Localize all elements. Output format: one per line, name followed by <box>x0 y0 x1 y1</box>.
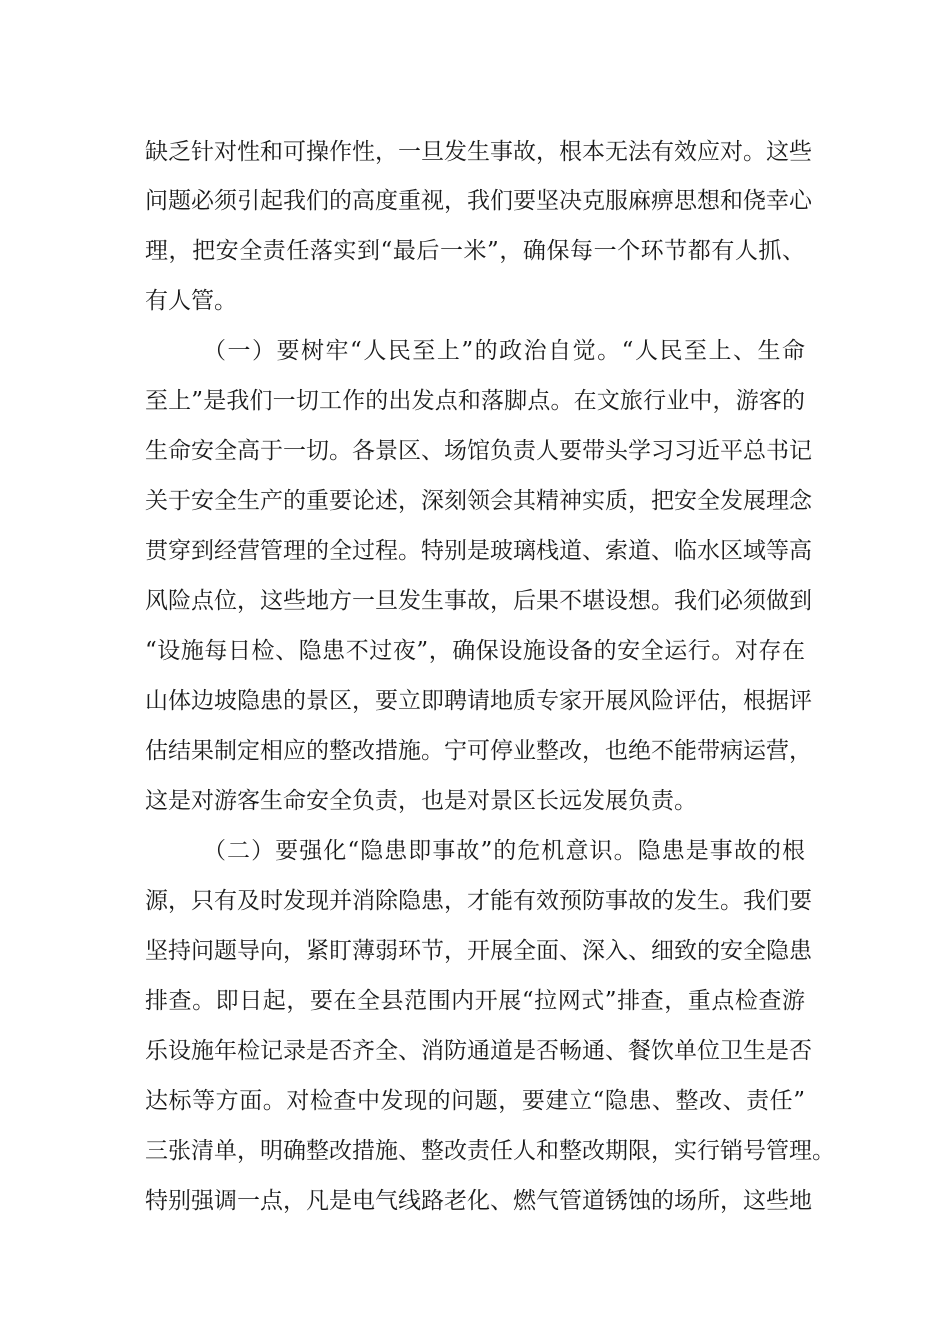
line-text: 三张清单，明确整改措施、整改责任人和整改期限，实行销号管理。 <box>145 1138 835 1164</box>
paragraph-start-line <box>0 336 950 386</box>
text-line <box>0 586 950 636</box>
line-text: 贯穿到经营管理的全过程。特别是玻璃栈道、索道、临水区域等高 <box>145 538 812 564</box>
text-line <box>0 186 950 236</box>
line-text: 乐设施年检记录是否齐全、消防通道是否畅通、餐饮单位卫生是否 <box>145 1038 812 1064</box>
paragraph-start-line <box>0 836 950 886</box>
text-line <box>0 786 950 836</box>
text-line <box>0 486 950 536</box>
text-line <box>0 1136 950 1186</box>
text-line <box>0 736 950 786</box>
text-line <box>0 886 950 936</box>
text-line <box>0 986 950 1036</box>
line-text: 问题必须引起我们的高度重视，我们要坚决克服麻痹思想和侥幸心 <box>145 188 812 214</box>
line-text: 这是对游客生命安全负责，也是对景区长远发展负责。 <box>145 788 697 814</box>
text-line <box>0 386 950 436</box>
text-line <box>0 1086 950 1136</box>
line-text: 达标等方面。对检查中发现的问题，要建立“隐患、整改、责任” <box>145 1088 805 1114</box>
line-text: （一）要树牢“人民至上”的政治自觉。“人民至上、生命 <box>203 338 805 364</box>
line-text: 至上”是我们一切工作的出发点和落脚点。在文旅行业中，游客的 <box>145 388 805 414</box>
text-line <box>0 636 950 686</box>
line-text: 山体边坡隐患的景区，要立即聘请地质专家开展风险评估，根据评 <box>145 688 812 714</box>
line-text: 坚持问题导向，紧盯薄弱环节，开展全面、深入、细致的安全隐患 <box>145 938 812 964</box>
line-text: 理，把安全责任落实到“最后一米”，确保每一个环节都有人抓、 <box>145 238 805 264</box>
text-line <box>0 936 950 986</box>
text-line <box>0 286 950 336</box>
line-text: 风险点位，这些地方一旦发生事故，后果不堪设想。我们必须做到 <box>145 588 812 614</box>
text-line <box>0 137 950 187</box>
line-text: 排查。即日起，要在全县范围内开展“拉网式”排查，重点检查游 <box>145 988 805 1014</box>
text-line <box>0 1186 950 1236</box>
line-text: 生命安全高于一切。各景区、场馆负责人要带头学习习近平总书记 <box>145 438 812 464</box>
line-text: 特别强调一点，凡是电气线路老化、燃气管道锈蚀的场所，这些地 <box>145 1188 812 1214</box>
line-text: 关于安全生产的重要论述，深刻领会其精神实质，把安全发展理念 <box>145 488 812 514</box>
line-text: （二）要强化“隐患即事故”的危机意识。隐患是事故的根 <box>203 838 805 864</box>
text-line <box>0 1036 950 1086</box>
line-text: “设施每日检、隐患不过夜”，确保设施设备的安全运行。对存在 <box>145 638 805 664</box>
line-text: 有人管。 <box>145 288 237 314</box>
text-line <box>0 536 950 586</box>
line-text: 估结果制定相应的整改措施。宁可停业整改，也绝不能带病运营， <box>145 738 812 764</box>
line-text: 缺乏针对性和可操作性，一旦发生事故，根本无法有效应对。这些 <box>145 139 812 165</box>
line-text: 源，只有及时发现并消除隐患，才能有效预防事故的发生。我们要 <box>145 888 812 914</box>
text-line <box>0 686 950 736</box>
text-line <box>0 236 950 286</box>
text-line <box>0 436 950 486</box>
